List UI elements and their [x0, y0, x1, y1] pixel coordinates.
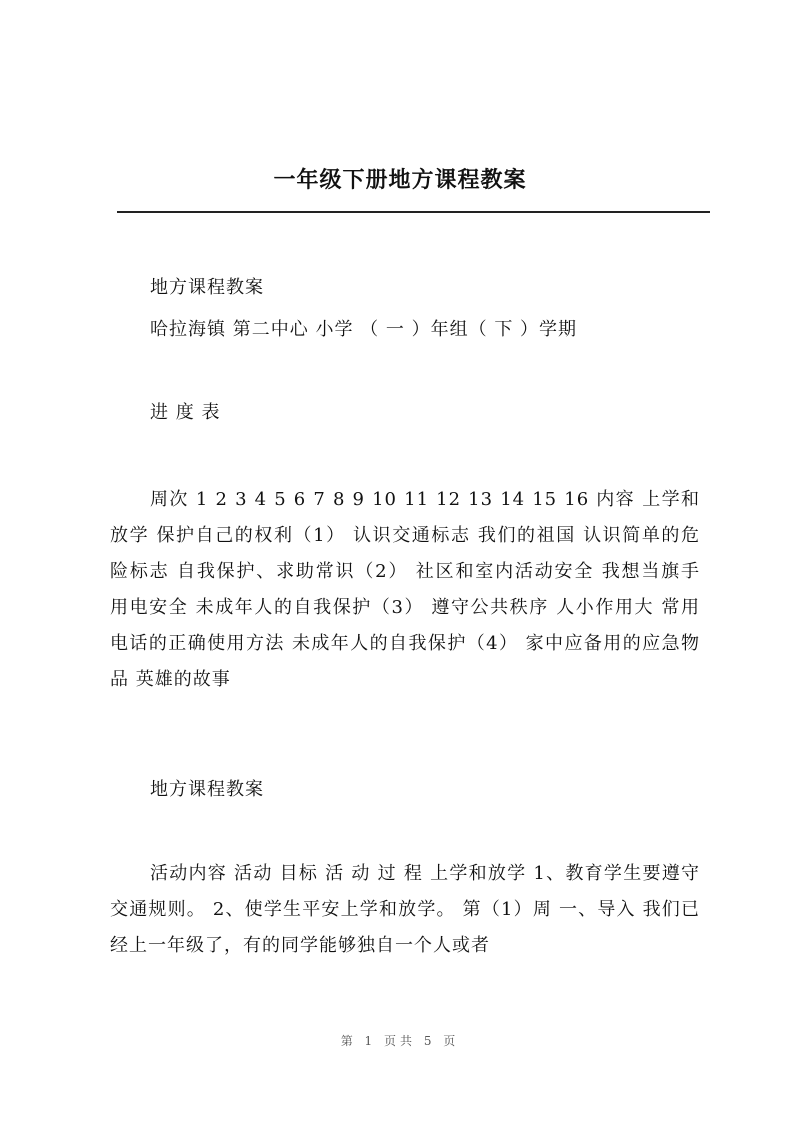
document-title: 一年级下册地方课程教案 — [273, 167, 527, 193]
title-divider — [117, 211, 710, 213]
section-heading-1: 地方课程教案 — [150, 277, 264, 298]
schedule-heading: 进 度 表 — [150, 402, 221, 423]
page-footer: 第 1 页共 5 页 — [340, 1034, 460, 1048]
activity-paragraph: 活动内容 活动 目标 活 动 过 程 上学和放学 1、教育学生要遵守交通规则。 2、使学生平安上学和放学。 第（1）周 一、导入 我们已经上一年级了，有的同学能够独自一个人或者 — [110, 863, 700, 956]
school-info-line: 哈拉海镇 第二中心 小学 （ 一 ）年组（ 下 ）学期 — [150, 319, 578, 340]
schedule-paragraph: 周次 1 2 3 4 5 6 7 8 9 10 11 12 13 14 15 16 内容 上学和放学 保护自己的权利（1） 认识交通标志 我们的祖国 认识简单的危险标志 自我保护、求助常识（2） 社区和室内活动安全 我想当旗手 用电安全 未成年人的自我保护（3） 遵守公共秩序 人小作用大 常用电话的正确使用方法 未成年人的自我保护（4） 家中应备用的应急物品 英雄的故事 — [110, 489, 700, 690]
section-heading-2: 地方课程教案 — [150, 779, 264, 800]
